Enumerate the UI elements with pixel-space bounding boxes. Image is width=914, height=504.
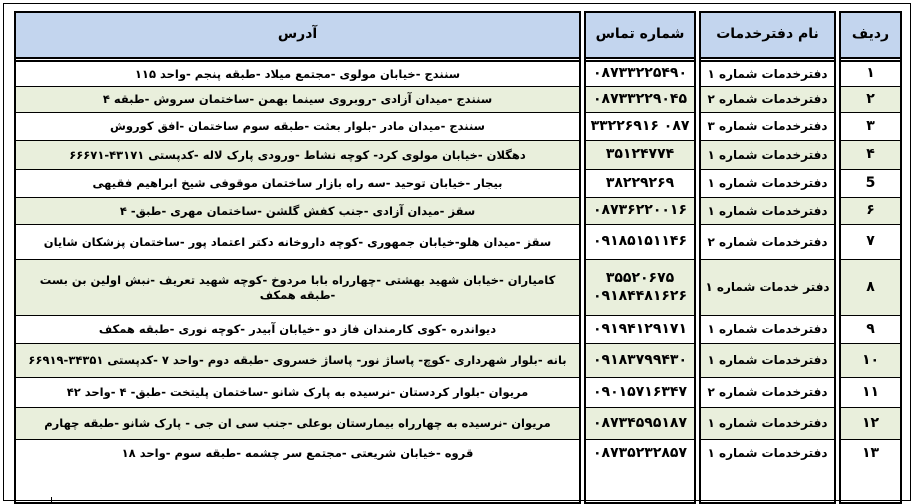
row-number-cell	[841, 407, 900, 439]
row-number-cell	[841, 343, 900, 377]
office-name-cell-text: دفترخدمات شماره ۱	[707, 322, 828, 336]
address-cell-text: سنندج -میدان مادر -بلوار بعثت -طبقه سوم ساختمان -افق کوروش	[110, 119, 485, 134]
phone-column	[584, 11, 696, 504]
phone-number: ۰۹۱۸۵۱۵۱۱۴۶	[593, 233, 687, 250]
phone-number: ۰۹۱۸۴۴۸۱۶۲۶	[593, 287, 687, 304]
address-cell-text: مریوان -نرسیده به چهارراه بیمارستان بوعلی -جنب سی ان جی - پارک شانو -طبقه چهارم	[44, 416, 551, 431]
address-cell	[16, 140, 579, 169]
office-name-cell	[701, 140, 834, 169]
row-number-cell	[841, 224, 900, 259]
office-name-cell-text: دفترخدمات شماره ۲	[707, 234, 828, 249]
phone-cell	[586, 377, 694, 407]
phone-number: ۳۵۵۲۰۶۷۵	[605, 270, 675, 286]
page-tick-mark	[51, 497, 52, 503]
address-cell-text: قروه -خیابان شریعتی -مجتمع سر چشمه -طبقه سوم -واحد ۱۸	[121, 446, 474, 461]
row-number-cell-text: ۸	[866, 278, 875, 295]
phone-cell	[586, 112, 694, 140]
phones-header	[586, 13, 694, 57]
address-cell-text: دهگلان -خیابان مولوی کرد- کوچه نشاط -ورودی پارک لاله -کدپستی ۴۳۱۷۱-۶۶۶۷۱	[69, 147, 526, 162]
address-cell-text: کامیاران -خیابان شهید بهشتی -چهارراه بابا مردوخ -کوچه شهید تعریف -نبش اولین بن بست -طبقه همکف	[39, 273, 556, 302]
phone-number: ۰۸۷۳۵۲۳۲۸۵۷	[593, 444, 687, 461]
service-offices-table	[3, 3, 911, 501]
office-name-cell	[701, 407, 834, 439]
office-name-column	[699, 11, 836, 504]
office-name-cell-text: دفترخدمات شماره ۳	[707, 119, 828, 133]
row-number-cell	[841, 259, 900, 315]
office-name-cell	[701, 169, 834, 197]
office-name-cell	[701, 224, 834, 259]
phone-number: ۰۸۷۳۳۲۲۵۴۹۰	[593, 65, 687, 82]
phone-cell	[586, 439, 694, 467]
address-cell	[16, 169, 579, 197]
address-cell	[16, 315, 579, 343]
phone-cell	[586, 140, 694, 169]
phone-cell	[586, 259, 694, 315]
phone-number: ۰۹۱۹۴۱۲۹۱۷۱	[593, 320, 687, 337]
row-number-column	[839, 11, 902, 504]
office-name-cell	[701, 86, 834, 112]
address-cell	[16, 377, 579, 407]
row-number-cell-text: ۶	[866, 202, 875, 219]
phone-cell	[586, 315, 694, 343]
phone-cell	[586, 407, 694, 439]
phone-number: ۳۸۲۲۹۲۶۹	[605, 174, 675, 191]
address-cell-text: بانه -بلوار شهرداری -کوچ- پاساژ نور- پاساژ خسروی -طبقه دوم -واحد ۷ -کدپستی ۳۴۳۵۱-۶۶۹۱۹	[28, 353, 567, 368]
office-name-cell	[701, 439, 834, 467]
address-cell	[16, 197, 579, 224]
row-number-cell-text: ۱۲	[861, 414, 880, 431]
row-number-cell	[841, 439, 900, 467]
address-cell-text: سنندج -میدان آزادی -روبروی سینما بهمن -ساختمان سروش -طبقه ۴	[102, 92, 493, 107]
row-number-cell	[841, 112, 900, 140]
office-name-cell	[701, 377, 834, 407]
num-header	[841, 13, 900, 57]
office-name-cell	[701, 315, 834, 343]
address-cell	[16, 343, 579, 377]
phone-cell	[586, 343, 694, 377]
phones-header-label: شماره تماس	[595, 26, 685, 43]
address-column	[14, 11, 581, 504]
office-name-cell-text: دفترخدمات شماره ۱	[707, 446, 828, 460]
row-number-cell-text: ۹	[866, 320, 875, 337]
address-header-label: آدرس	[277, 26, 318, 43]
phone-number: ۰۸۷ ۳۳۲۲۶۹۱۶	[590, 117, 690, 134]
row-number-cell-text: 5	[865, 174, 876, 191]
row-number-cell	[841, 169, 900, 197]
office-name-cell	[701, 343, 834, 377]
phone-number: ۰۹۱۸۳۷۹۹۴۳۰	[593, 351, 687, 368]
office-name-cell-text: دفترخدمات شماره ۱	[707, 147, 828, 162]
office-name-cell-text: دفترخدمات شماره ۱	[707, 66, 828, 81]
row-number-cell-text: ۱	[866, 65, 875, 82]
phone-number: ۰۸۷۳۶۲۲۰۰۱۶	[593, 202, 687, 219]
row-number-cell-text: ۱۰	[861, 351, 880, 368]
address-cell-text: مریوان -بلوار کردستان -نرسیده به پارک شانو -ساختمان پلیتخت -طبق- ۴ -واحد ۴۲	[66, 385, 529, 400]
office-name-cell-text: دفترخدمات شماره ۲	[707, 385, 828, 399]
address-cell	[16, 439, 579, 467]
office-name-cell-text: دفترخدمات شماره ۱	[707, 353, 828, 367]
phone-cell	[586, 224, 694, 259]
address-cell-text: سقز -میدان هلو-خیابان جمهوری -کوچه داروخانه دکتر اعتماد پور -ساختمان پزشکان شایان	[43, 234, 552, 249]
phone-cell	[586, 60, 694, 86]
phone-number: ۰۸۷۳۳۲۲۹۰۴۵	[593, 90, 687, 107]
row-number-cell	[841, 197, 900, 224]
office-name-cell	[701, 112, 834, 140]
office-name-cell-text: دفتر خدمات شماره ۱	[705, 280, 830, 294]
office-name-cell-text: دفترخدمات شماره ۲	[707, 92, 828, 106]
row-number-cell	[841, 315, 900, 343]
address-cell-text: دیواندره -کوی کارمندان فاز دو -خیابان آبیدر -کوچه نوری -طبقه همکف	[98, 322, 497, 337]
office-header-label: نام دفترخدمات	[716, 26, 819, 43]
phone-number: ۳۵۱۲۴۷۷۴	[605, 146, 675, 163]
address-cell	[16, 407, 579, 439]
office-name-cell-text: دفترخدمات شماره ۱	[707, 416, 828, 430]
office-name-cell-text: دفترخدمات شماره ۱	[707, 203, 828, 218]
row-number-cell-text: ۷	[866, 233, 875, 250]
row-number-cell	[841, 140, 900, 169]
row-number-cell-text: ۴	[866, 146, 875, 163]
address-cell-text: سقز -میدان آزادی -جنب کفش گلشن -ساختمان مهری -طبق- ۴	[119, 203, 476, 218]
phone-number: ۰۹۰۱۵۷۱۶۳۴۷	[593, 383, 687, 400]
address-header	[16, 13, 579, 57]
row-number-cell-text: ۱۱	[861, 383, 880, 400]
row-number-cell	[841, 86, 900, 112]
office-name-cell	[701, 197, 834, 224]
row-number-cell	[841, 377, 900, 407]
address-cell	[16, 60, 579, 86]
office-name-cell	[701, 259, 834, 315]
phone-cell	[586, 169, 694, 197]
address-cell	[16, 259, 579, 315]
address-cell	[16, 86, 579, 112]
row-number-cell-text: ۳	[866, 117, 875, 134]
address-cell-text: بیجار -خیابان توحید -سه راه بازار ساختمان موقوفی شیخ ابراهیم فقیهی	[92, 176, 503, 191]
office-header	[701, 13, 834, 57]
address-cell	[16, 224, 579, 259]
office-name-cell	[701, 60, 834, 86]
phone-number: ۰۸۷۳۴۵۹۵۱۸۷	[593, 414, 687, 431]
phone-cell	[586, 86, 694, 112]
phone-cell	[586, 197, 694, 224]
office-name-cell-text: دفترخدمات شماره ۱	[707, 176, 828, 190]
address-cell	[16, 112, 579, 140]
address-cell-text: سنندج -خیابان مولوی -مجتمع میلاد -طبقه پنجم -واحد ۱۱۵	[134, 66, 461, 81]
num-header-label: ردیف	[851, 26, 890, 43]
row-number-cell-text: ۱۳	[861, 444, 880, 461]
row-number-cell-text: ۲	[866, 90, 875, 107]
row-number-cell	[841, 60, 900, 86]
